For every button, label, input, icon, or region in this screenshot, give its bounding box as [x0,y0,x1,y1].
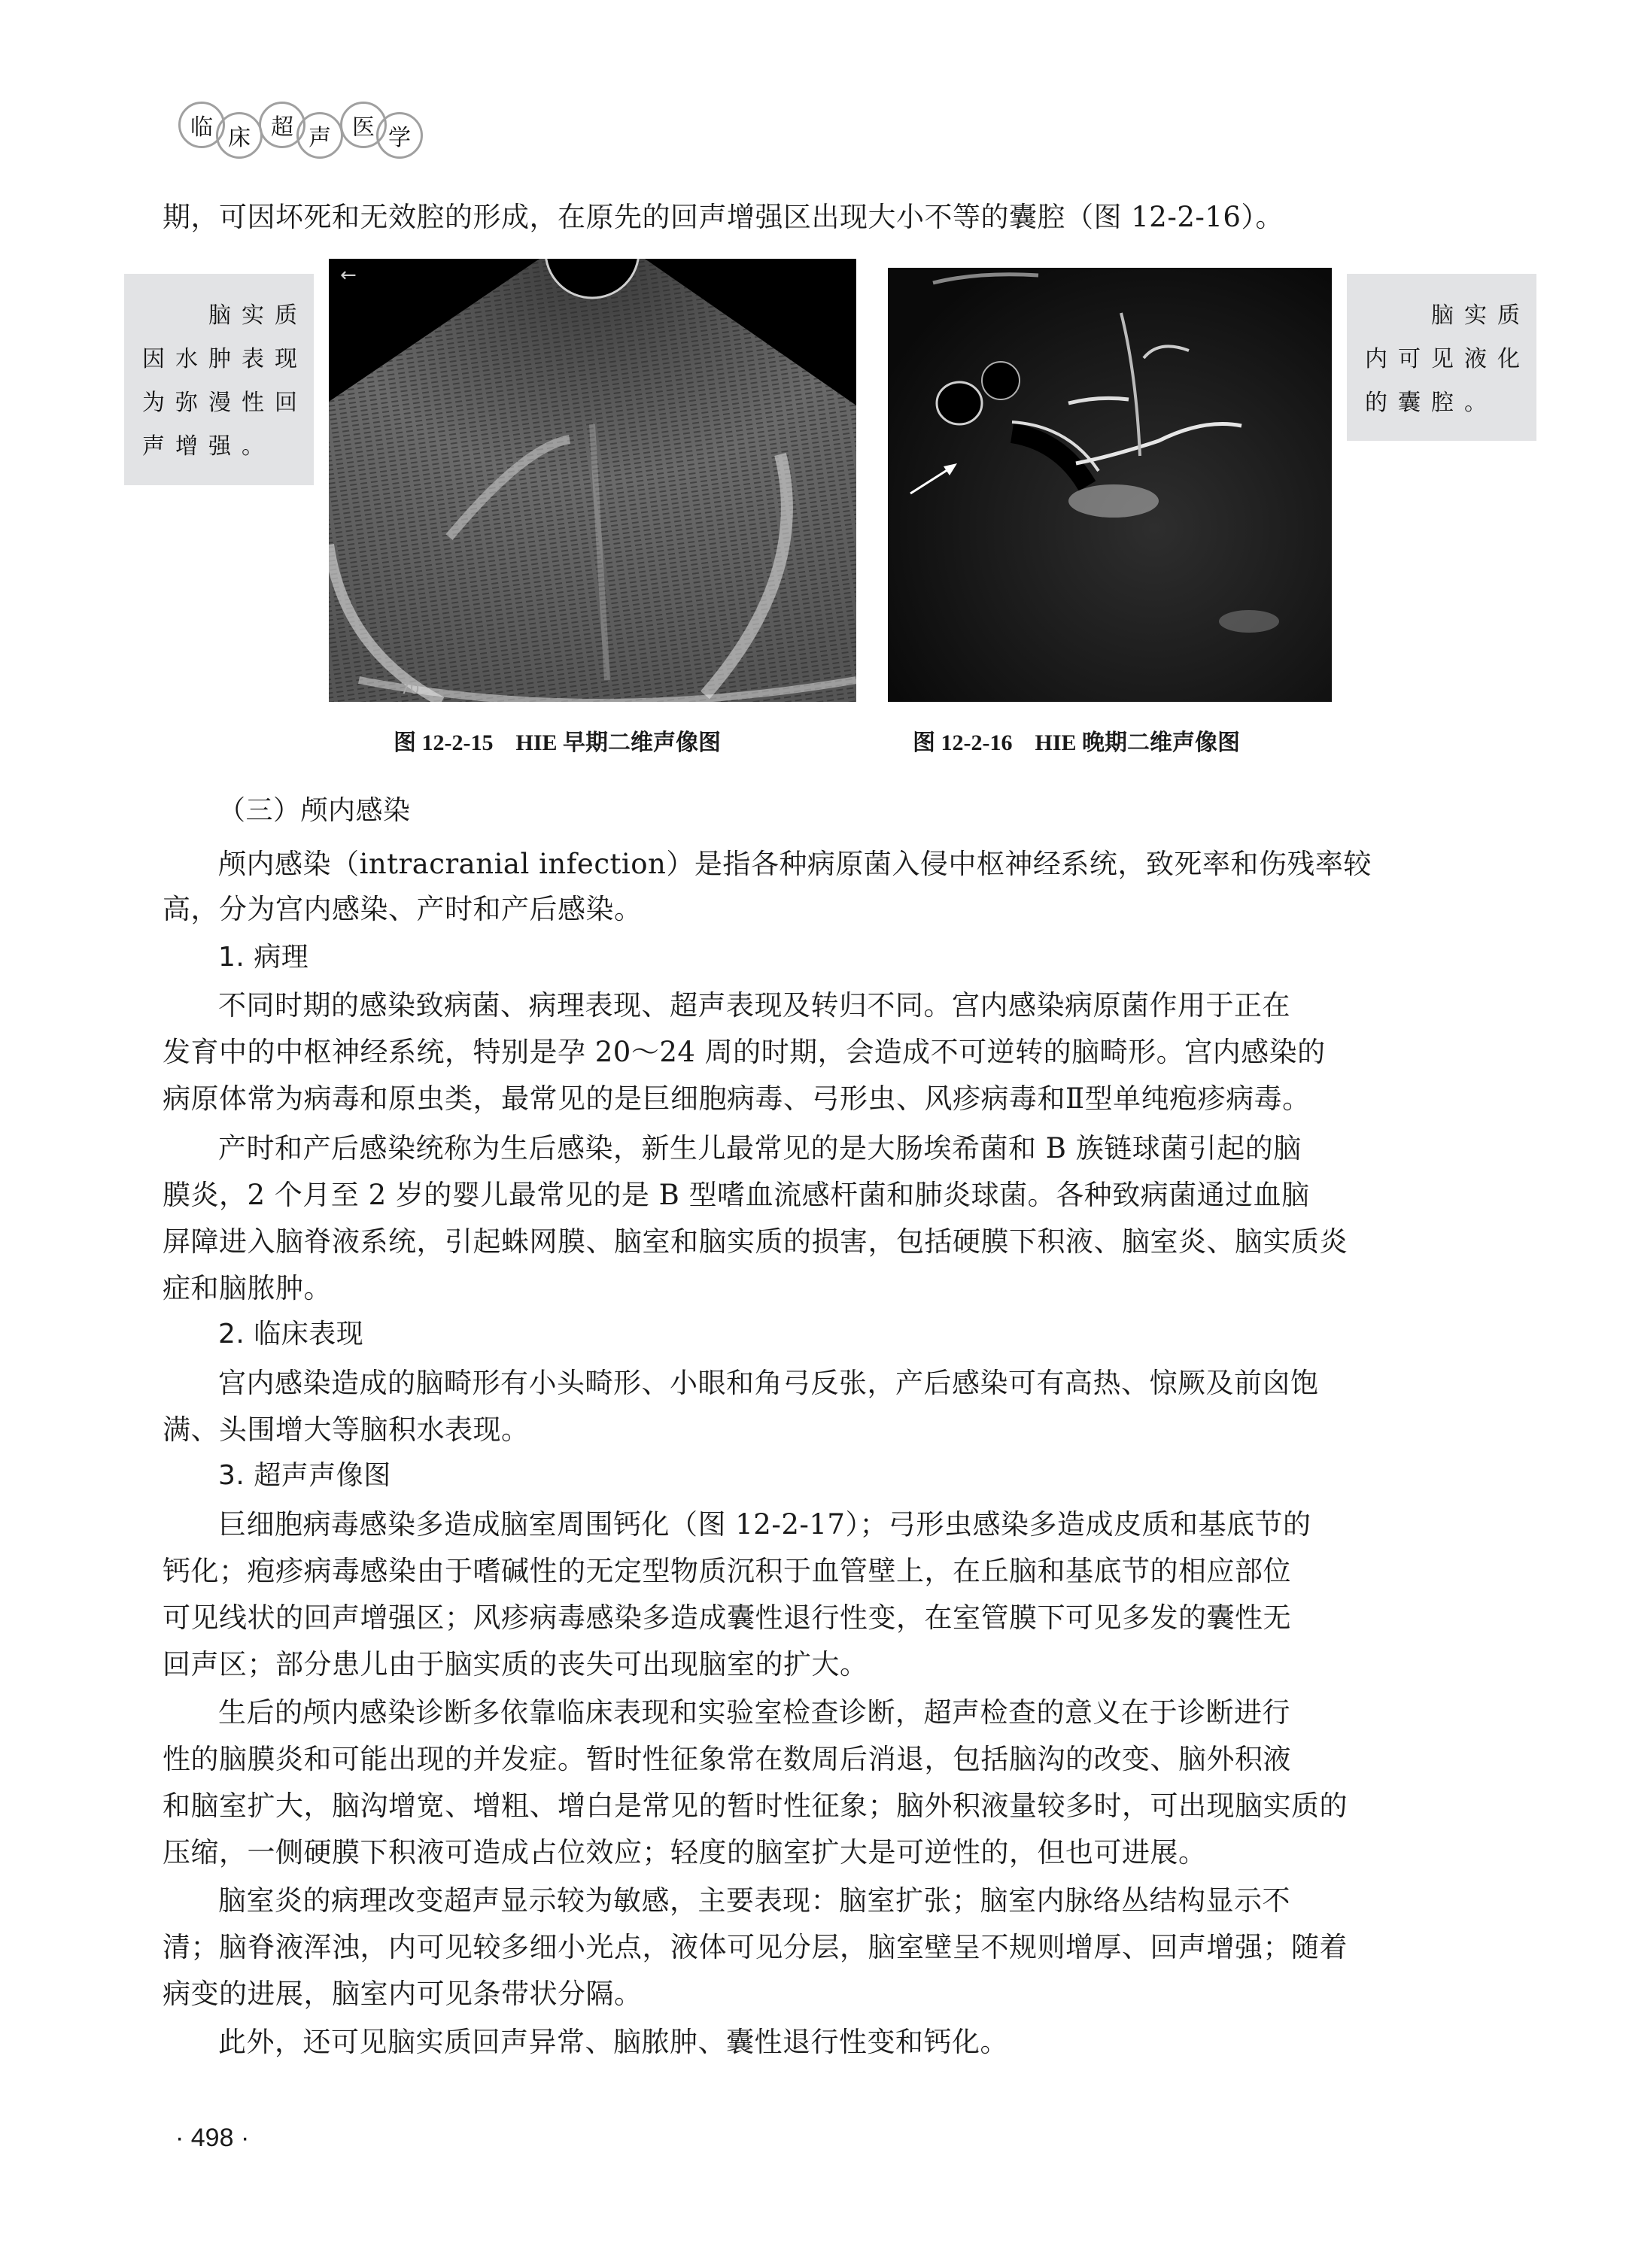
book-title-logo [178,102,427,162]
paragraph-line: 症和脑脓肿。 [163,1272,332,1304]
figure-caption: 图 12-2-16 HIE 晚期二维声像图 [913,730,1240,755]
paragraph-line: 膜炎，2 个月至 2 岁的婴儿最常见的是 B 型嗜血流感杆菌和肺炎球菌。各种致病菌通过血脑 [163,1179,1310,1211]
paragraph-line: 高，分为宫内感染、产时和产后感染。 [163,893,643,925]
side-note-line: 声增强。 [142,433,275,460]
paragraph-line: 不同时期的感染致病菌、病理表现、超声表现及转归不同。宫内感染病原菌作用于正在 [218,989,1290,1022]
image-overlay-text: 70 [400,679,420,697]
side-note-right [1347,274,1536,441]
paragraph-line: 此外，还可见脑实质回声异常、脑脓肿、囊性退行性变和钙化。 [218,2026,1008,2058]
ultrasound-image-early [329,259,856,702]
logo-char: 超 [271,114,293,141]
paragraph-line: 脑室炎的病理改变超声显示较为敏感，主要表现：脑室扩张；脑室内脉络丛结构显示不 [218,1884,1290,1917]
subsection-heading: 3. 超声声像图 [218,1460,391,1491]
paragraph-line: 发育中的中枢神经系统，特别是孕 20～24 周的时期，会造成不可逆转的脑畸形。宫内感染的 [163,1036,1326,1068]
paragraph-line: 和脑室扩大，脑沟增宽、增粗、增白是常见的暂时性征象；脑外积液量较多时，可出现脑实质的 [163,1790,1348,1822]
paragraph-line: 满、头围增大等脑积水表现。 [163,1413,530,1446]
logo-char: 医 [352,114,375,141]
ultrasound-scan-late [888,268,1332,702]
page-number: · 498 · [175,2124,250,2152]
paragraph-line: 性的脑膜炎和可能出现的并发症。暂时性征象常在数周后消退，包括脑沟的改变、脑外积液 [163,1743,1291,1775]
figure-caption: 图 12-2-15 HIE 早期二维声像图 [394,730,721,755]
ultrasound-image-late [888,268,1332,702]
paragraph-line: 钙化；疱疹病毒感染由于嗜碱性的无定型物质沉积于血管壁上，在丘脑和基底节的相应部位 [163,1555,1291,1587]
paragraph-line: 巨细胞病毒感染多造成脑室周围钙化（图 12-2-17）；弓形虫感染多造成皮质和基底节的 [218,1508,1311,1541]
side-note-left [124,274,314,485]
paragraph-line: 回声区；部分患儿由于脑实质的丧失可出现脑室的扩大。 [163,1648,868,1681]
paragraph-line: 病变的进展，脑室内可见条带状分隔。 [163,1978,643,2010]
side-note-line: 脑实质 [1431,302,1530,329]
subsection-heading: 2. 临床表现 [218,1319,364,1350]
paragraph-line: 压缩，一侧硬膜下积液可造成占位效应；轻度的脑室扩大是可逆性的，但也可进展。 [163,1836,1207,1869]
side-note-line: 为弥漫性回 [142,390,308,416]
logo-char: 声 [308,125,331,151]
logo-circle [296,112,343,159]
side-note-line: 脑实质 [208,302,308,329]
paragraph-line: 宫内感染造成的脑畸形有小头畸形、小眼和角弓反张，产后感染可有高热、惊厥及前囟饱 [218,1367,1319,1399]
paragraph-line: 屏障进入脑脊液系统，引起蛛网膜、脑室和脑实质的损害，包括硬膜下积液、脑室炎、脑实质炎 [163,1225,1348,1258]
paragraph-line: 病原体常为病毒和原虫类，最常见的是巨细胞病毒、弓形虫、风疹病毒和Ⅱ型单纯疱疹病毒。 [163,1082,1311,1115]
side-note-line: 的囊腔。 [1365,390,1497,416]
paragraph-line: 可见线状的回声增强区；风疹病毒感染多造成囊性退行性变，在室管膜下可见多发的囊性无 [163,1602,1291,1634]
subsection-heading: 1. 病理 [218,942,309,973]
logo-circle [216,112,263,159]
ultrasound-scan-early [329,259,856,702]
logo-circle [376,112,423,159]
logo-char: 床 [228,125,251,151]
paragraph-line: 清；脑脊液浑浊，内可见较多细小光点，液体可见分层，脑室壁呈不规则增厚、回声增强；随着 [163,1931,1348,1963]
side-note-line: 因水肿表现 [142,346,308,372]
paragraph-line: 生后的颅内感染诊断多依靠临床表现和实验室检查诊断，超声检查的意义在于诊断进行 [218,1696,1290,1729]
logo-char: 临 [190,114,213,141]
left-arrow-icon: ← [340,264,357,287]
paragraph-line: 产时和产后感染统称为生后感染，新生儿最常见的是大肠埃希菌和 B 族链球菌引起的脑 [218,1132,1302,1164]
logo-char: 学 [388,125,411,151]
section-heading: （三）颅内感染 [218,795,411,826]
side-note-line: 内可见液化 [1365,346,1530,372]
intro-line: 期，可因坏死和无效腔的形成，在原先的回声增强区出现大小不等的囊腔（图 12-2-16）。 [163,201,1284,233]
paragraph-line: 颅内感染（intracranial infection）是指各种病原菌入侵中枢神经系统，致死率和伤残率较 [218,848,1372,880]
